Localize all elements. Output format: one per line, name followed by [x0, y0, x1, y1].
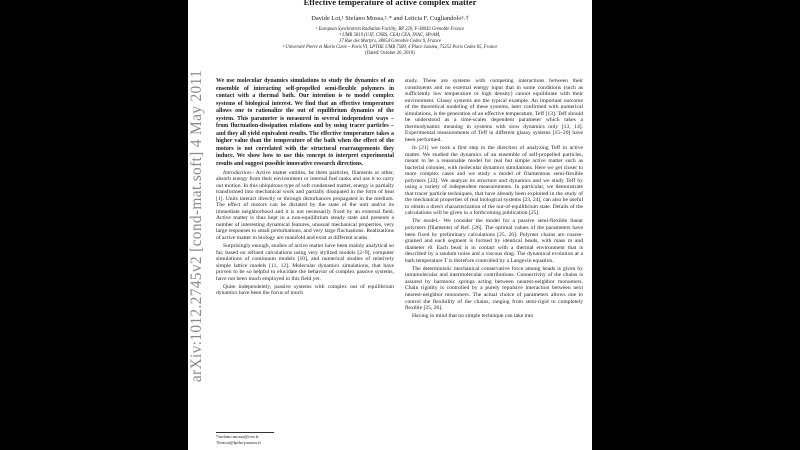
paragraph-text: Having in mind that no simple technique can take into	[412, 313, 534, 320]
affiliations	[188, 27, 592, 57]
body-paragraph	[405, 78, 583, 143]
body-paragraph	[405, 266, 583, 312]
abstract: We use molecular dynamics simulations to study the dynamics of an ensemble of interacting self-propelled semi-flexible polymers in contact with a thermal bath. Our intention is to model complex systems of biological interest. We find that an effective temperature allows one to rationalize the out of equilibrium dynamics of the system. This parameter is measured in several independent ways – from fluctuation-dissipation relations and by using tracer particles – and they all yield equivalent results. The effective temperature takes a higher value than the temperature of the bath when the effect of the motors is not correlated with the structural rearrangements they induce. We show how to use this concept to interpret experimental results and suggest possible innovative research directions.	[216, 78, 394, 167]
affiliation-line: ² UMR 5819 (UJF, CNRS, CEA) CEA, INAC, SPrAM,	[339, 33, 441, 39]
affiliation-line: 17 Rue des Martyrs, 38054 Grenoble Cedex 9, France	[339, 39, 441, 45]
dated-line: (Dated: October 26, 2018)	[365, 51, 415, 57]
paragraph-text: In [21] we took a first step in the direction of analyzing Teff in active matter. We studied the dynamics of an ensemble of self-propelled particles, meant to be a reasonable model for real but simple active matter such as bacterial colonies, with molecular dynamics simulations. Here we get closer to more complex cases and we study a model of filamentous semi-flexible polymers [22]. We analyze its structure and dynamics and we study Teff by using a variety of independent measurements. In particular, we demonstrate that tracer particle techniques, that have already been exploited in the study of the mechanical properties of real biological systems [23, 24], can also be useful to obtain a direct characterization of the out-of-equilibrium state. Details of the calculations will be given in a forthcoming publication [25].	[405, 144, 584, 217]
body-paragraph	[405, 218, 583, 264]
affiliation-line: ¹ European Synchrotron Radiation Facility, BP 220, F-38043 Grenoble France	[315, 27, 465, 32]
paragraph-text: study. These are systems with competing interactions between their constituents and no external energy input that in some conditions (such as sufficiently low temperature or high density) cannot equilibrate with their environment. Glassy systems are the typical example. An important outcome of the theoretical modeling of these systems, later confirmed with numerical simulations, is the generation of an effective temperature, Teff [13]. Teff should be understood as a time-scales dependent parameter which takes a thermodynamic meaning in systems with slow dynamics only [13, 14]. Experimental measurements of Teff in different glassy systems [15–20] have been performed.	[405, 78, 583, 143]
footnote-rule	[216, 432, 274, 433]
section-label: The model.-	[412, 218, 441, 225]
paper-page	[188, 0, 592, 450]
author-list: Davide Loi,¹ Stefano Mossa,²˒* and Leticia F. Cugliandolo³˒†	[311, 15, 469, 22]
paragraph-text: Active matter entities, be them particles, filaments or other, absorb energy from their environment or internal fuel tanks and use it to carry out motion. In this ubiquitous type of soft condensed matter, energy is partially transformed into mechanical work and partially dissipated in the form of heat [1]. Units interact directly or through disturbances propagated in the medium. The effect of motors can be dictated by the state of the unit and/or its immediate neighborhood and it is not necessarily fixed by an external field. Active matter is thus kept in a non-equilibrium steady state and presents a number of interesting dynamical features, unusual mechanical properties, very large responses to small perturbations, and very large fluctuations. Realizations of active matter in biology are manifold and exist at different scales.	[216, 169, 394, 241]
footnote-email: *stefano.mossa@cea.fr	[216, 434, 259, 439]
arxiv-stamp	[188, 0, 206, 450]
paragraph-text: The deterministic mechanical conservative force among beads is given by intramolecular and intermolecular contributions. Connectivity of the chains is assured by harmonic springs acting between nearest-neighbor monomers. Chain rigidity is controlled by a purely repulsive interaction between next nearest-neighbor monomers. The actual choice of parameters allows one to control the flexibility of the chains, ranging from semi-rigid to completely flexible [25, 26].	[405, 265, 583, 312]
paper-title: Effective temperature of active complex matter	[303, 0, 477, 7]
body-paragraph	[216, 243, 394, 282]
left-column	[216, 78, 394, 298]
footnotes	[216, 432, 394, 446]
paragraph-text: Surprisingly enough, studies of active matter have been mainly analytical so far, based on refined calculations using very stylized models [2–9], computer simulations of continuum models [10], and numerical studies of relatively simple lattice models [11, 12]. Molecular dynamics simulations, that have proven to be so helpful to elucidate the behavior of complex passive systems, have not been much employed in this field yet.	[216, 243, 394, 282]
footnote-email: †leticia@lpthe.jussieu.fr	[216, 440, 262, 445]
body-paragraph	[216, 170, 394, 242]
right-column	[405, 78, 583, 321]
paragraph-text: We consider the model for a passive semi-flexible linear polymers (filaments) of Ref. [26]. The optimal values of the parameters have been fixed by preliminary calculations [25, 26]. Polymer chains are coarse-grained and each segment is formed by identical beads, with mass m and diameter r0. Each bead is in contact with a thermal environment that is described by a random noise and a viscous drag. The dynamical evolution at a bath temperature T is therefore controlled by a Langevin equation.	[405, 218, 583, 264]
body-paragraph	[405, 313, 583, 320]
body-paragraph	[405, 145, 583, 217]
body-paragraph	[216, 284, 394, 297]
paragraph-text: Quite independently, passive systems with complex out of equilibrium dynamics have been the focus of much	[216, 283, 394, 297]
section-label: Introduction.-	[223, 169, 255, 176]
affiliation-line: ³ Université Pierre et Marie Curie – Paris VI, LPTHE UMR 7589, 4 Place Jussieu, 75252 Paris Cedex 05, France	[282, 45, 498, 51]
arxiv-stamp-text: arXiv:1012.2745v2 [cond-mat.soft] 4 May 2011	[188, 69, 205, 383]
